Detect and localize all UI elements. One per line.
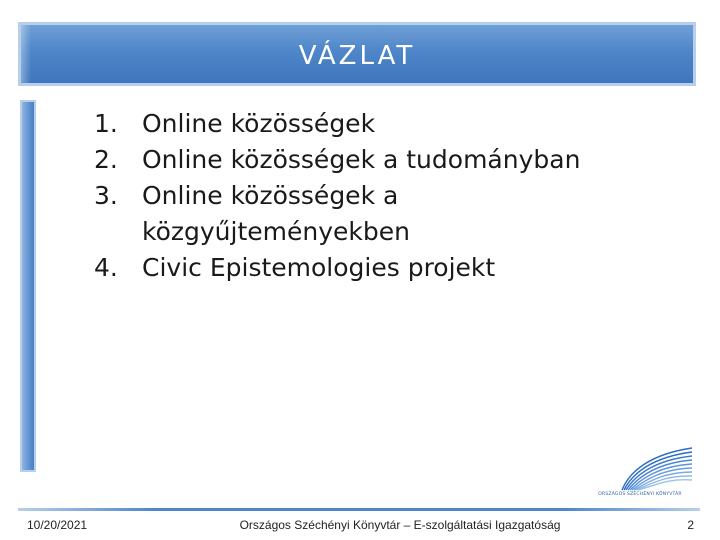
logo-caption: ORSZÁGOS SZÉCHÉNYI KÖNYVTÁR (598, 492, 682, 497)
outline-item-text: Online közösségek a tudományban (142, 145, 581, 174)
footer-divider (18, 508, 700, 511)
outline-item-text: Online közösségek (142, 109, 376, 138)
title-bar (18, 22, 696, 86)
outline-item-number: 2. (94, 145, 118, 174)
footer-page-number: 2 (687, 518, 694, 532)
library-wave-logo-icon (582, 440, 698, 500)
footer-organization: Országos Széchényi Könyvtár – E-szolgáltatási Igazgatóság (239, 518, 561, 532)
outline-item-text: Online közösségek a közgyűjteményekben (142, 181, 410, 246)
outline-item-1 (94, 106, 684, 142)
logo-graphic (582, 440, 698, 492)
outline-item-number: 3. (94, 181, 118, 210)
outline-item-number: 4. (94, 253, 118, 282)
outline-item-2 (94, 142, 684, 178)
outline-item-4 (94, 250, 684, 286)
outline-item-3 (94, 178, 684, 250)
outline-list (94, 106, 684, 286)
footer-date: 10/20/2021 (27, 518, 88, 532)
outline-item-number: 1. (94, 109, 118, 138)
left-accent-bar (20, 100, 36, 472)
outline-item-text: Civic Epistemologies projekt (142, 253, 496, 282)
slide-title: VÁZLAT (298, 41, 416, 71)
